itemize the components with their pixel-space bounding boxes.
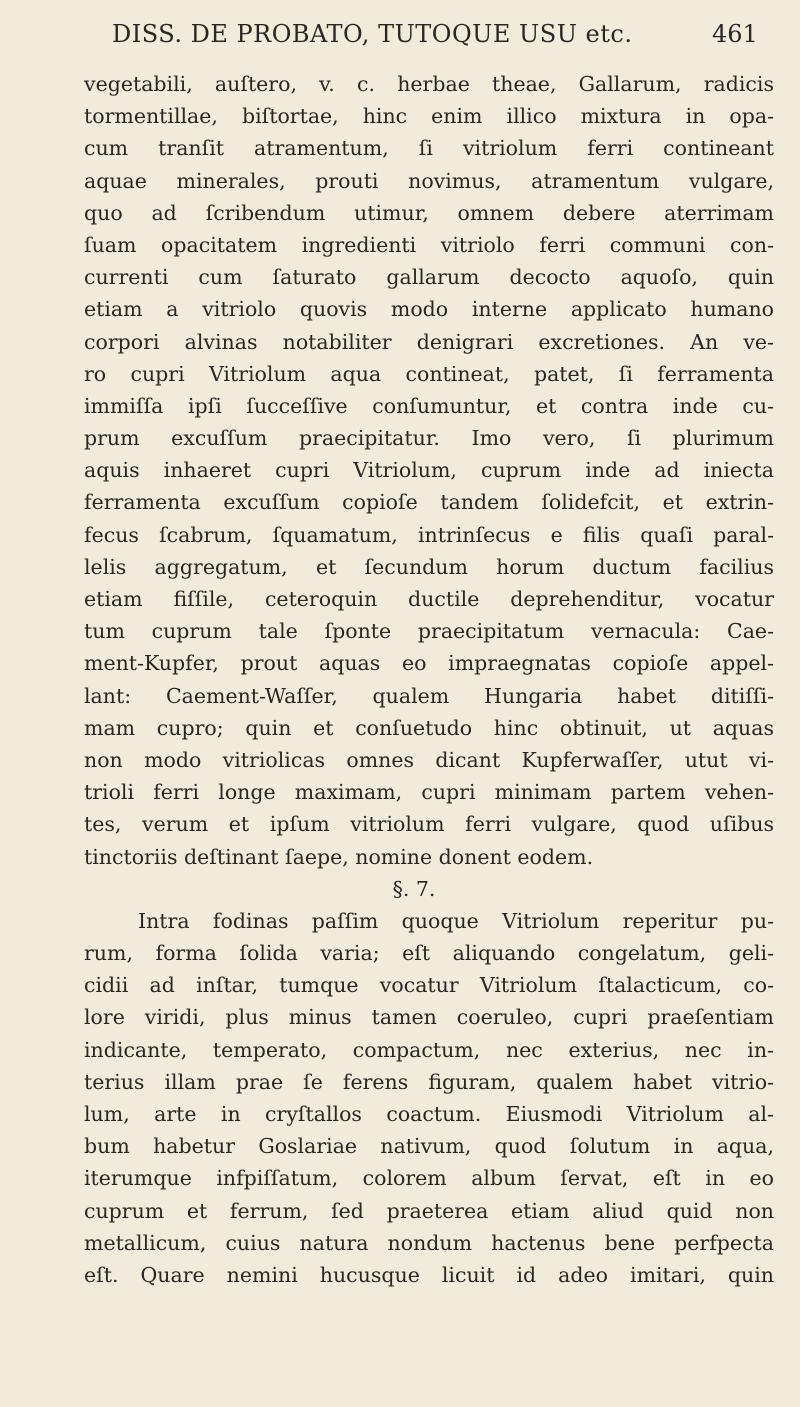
text-line: rum, forma ſolida varia; eſt aliquando congelatum, geli- [84, 941, 774, 966]
text-line: aquae minerales, prouti novimus, atramentum vulgare, [84, 168, 774, 193]
text-line: corpori alvinas notabiliter denigrari excretiones. An ve- [84, 329, 774, 354]
text-line: bum habetur Goslariae nativum, quod ſolutum in aqua, [84, 1134, 774, 1159]
text-line: ſuam opacitatem ingredienti vitriolo ferri communi con- [84, 232, 774, 257]
text-line: ro cupri Vitriolum aqua contineat, patet, ſi ferramenta [84, 361, 774, 386]
section-heading: §. 7. [392, 876, 436, 901]
text-line: cidii ad inſtar, tumque vocatur Vitriolum ſtalacticum, co- [84, 973, 774, 998]
text-line: indicante, temperato, compactum, nec exterius, nec in- [84, 1037, 774, 1062]
text-line: immiſſa ipſi ſucceſſive conſumuntur, et contra inde cu- [84, 393, 774, 418]
text-line: mam cupro; quin et conſuetudo hinc obtinuit, ut aquas [84, 715, 774, 740]
text-line: prum excuſſum praecipitatur. Imo vero, ſi plurimum [84, 426, 774, 451]
text-line: tes, verum et ipſum vitriolum ferri vulgare, quod uſibus [84, 812, 774, 837]
text-line: tinctoriis deſtinant ſaepe, nomine donent eodem. [84, 844, 594, 869]
text-line: quo ad ſcribendum utimur, omnem debere aterrimam [84, 200, 774, 225]
paragraph-2 [84, 905, 774, 1291]
text-line: etiam fiſſile, ceteroquin ductile deprehenditur, vocatur [84, 587, 774, 611]
text-line: aquis inhaeret cupri Vitriolum, cuprum inde ad iniecta [84, 458, 774, 483]
text-line: Intra fodinas paſſim quoque Vitriolum reperitur pu- [138, 908, 774, 933]
text-line: etiam a vitriolo quovis modo interne applicato humano [84, 297, 774, 322]
text-line: lelis aggregatum, et ſecundum horum ductum facilius [84, 554, 774, 579]
text-line: tum cuprum tale ſponte praecipitatum vernacula: Cae- [84, 619, 774, 644]
running-head: DISS. DE PROBATO, TUTOQUE USU etc. [112, 20, 633, 48]
text-line: iterumque infpiſſatum, colorem album ſervat, eſt in eo [84, 1166, 774, 1191]
text-line: non modo vitriolicas omnes dicant Kupferwaſſer, utut vi- [84, 747, 774, 772]
text-line: ment-Kupfer, prout aquas eo impraegnatas copioſe appel- [84, 651, 774, 676]
text-line: trioli ferri longe maximam, cupri minimam partem vehen- [84, 780, 774, 805]
paragraph-1 [84, 68, 774, 873]
body-text [84, 68, 774, 1291]
text-line: fecus ſcabrum, ſquamatum, intrinſecus e filis quaſi paral- [84, 522, 774, 547]
page-header [0, 14, 800, 54]
text-line: cuprum et ferrum, ſed praeterea etiam aliud quid non [84, 1198, 774, 1223]
text-line: lore viridi, plus minus tamen coeruleo, cupri praeſentiam [84, 1005, 774, 1030]
text-line: lum, arte in cryſtallos coactum. Eiusmodi Vitriolum al- [84, 1102, 774, 1126]
text-line: tormentillae, biſtortae, hinc enim illico mixtura in opa- [84, 104, 774, 129]
text-line: currenti cum ſaturato gallarum decocto aquoſo, quin [84, 265, 774, 290]
text-line: vegetabili, auſtero, v. c. herbae theae, Gallarum, radicis [84, 72, 774, 96]
text-line: metallicum, cuius natura nondum hactenus bene perfpecta [84, 1230, 774, 1255]
text-line: cum tranſit atramentum, ſi vitriolum ferri contineant [84, 136, 774, 161]
text-line: eſt. Quare nemini hucusque licuit id adeo imitari, quin [84, 1262, 774, 1287]
text-line: terius illam prae ſe ferens figuram, qualem habet vitrio- [84, 1069, 774, 1094]
page-number: 461 [712, 20, 758, 48]
text-line: lant: Caement-Waſſer, qualem Hungaria habet ditiſſi- [84, 683, 774, 708]
text-line: ferramenta excuſſum copioſe tandem ſolidefcit, et extrin- [84, 490, 774, 515]
